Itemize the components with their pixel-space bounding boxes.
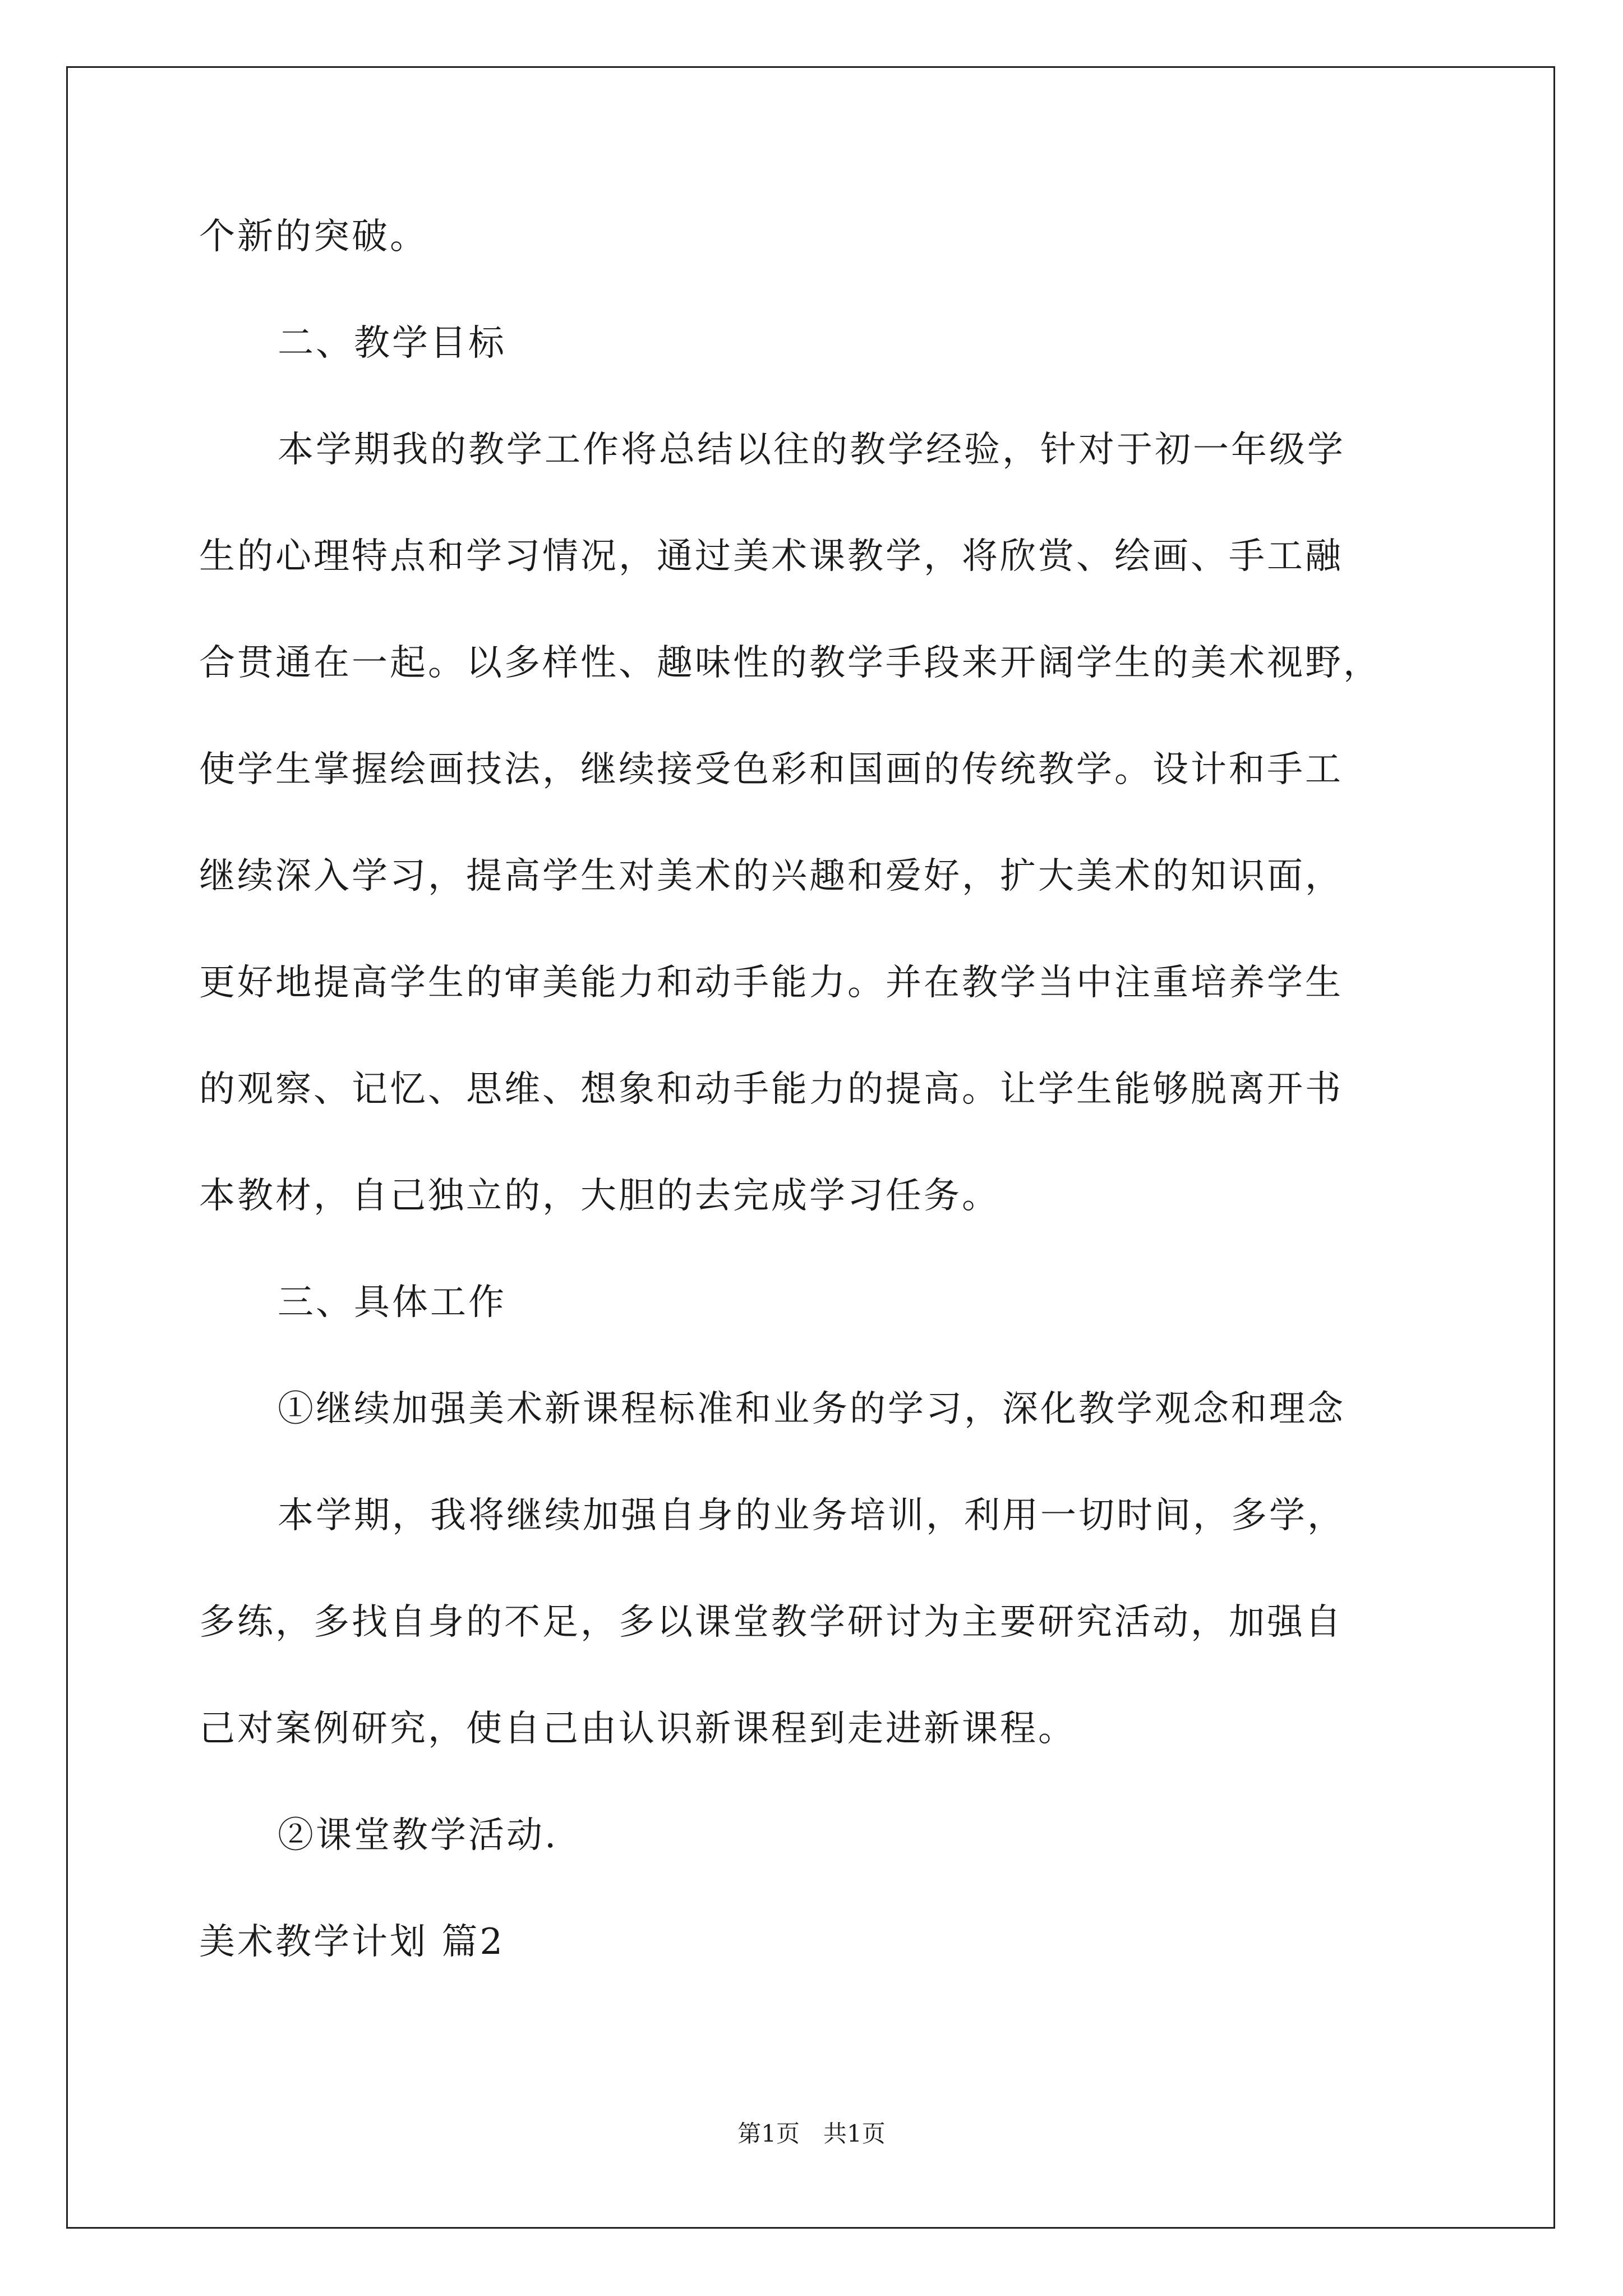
- page-footer: 第1页 共1页: [737, 2120, 886, 2147]
- paragraph-line: 生的心理特点和学习情况，通过美术课教学，将欣赏、绘画、手工融: [199, 536, 1343, 577]
- paragraph-line: ②课堂教学活动.: [278, 1815, 559, 1856]
- page-border: [66, 66, 1555, 2229]
- paragraph-line: 本教材，自己独立的，大胆的去完成学习任务。: [199, 1175, 1000, 1217]
- paragraph-line: 多练，多找自身的不足，多以课堂教学研讨为主要研究活动，加强自: [199, 1602, 1343, 1643]
- section-heading: 二、教学目标: [278, 323, 506, 364]
- paragraph-line: 己对案例研究，使自己由认识新课程到走进新课程。: [199, 1708, 1076, 1750]
- paragraph-line: 使学生掌握绘画技法，继续接受色彩和国画的传统教学。设计和手工: [199, 749, 1343, 790]
- paragraph-line: 本学期我的教学工作将总结以往的教学经验，针对于初一年级学: [278, 429, 1345, 471]
- next-section-title: 美术教学计划 篇2: [199, 1921, 505, 1963]
- paragraph-line: 合贯通在一起。以多样性、趣味性的教学手段来开阔学生的美术视野，: [199, 642, 1381, 684]
- section-heading: 三、具体工作: [278, 1282, 506, 1323]
- paragraph-line: ①继续加强美术新课程标准和业务的学习，深化教学观念和理念: [278, 1388, 1345, 1430]
- paragraph-line: 继续深入学习，提高学生对美术的兴趣和爱好，扩大美术的知识面，: [199, 855, 1343, 897]
- paragraph-line: 的观察、记忆、思维、想象和动手能力的提高。让学生能够脱离开书: [199, 1069, 1343, 1110]
- paragraph-line: 更好地提高学生的审美能力和动手能力。并在教学当中注重培养学生: [199, 962, 1343, 1004]
- paragraph-line: 个新的突破。: [199, 216, 428, 257]
- paragraph-line: 本学期，我将继续加强自身的业务培训，利用一切时间，多学，: [278, 1495, 1345, 1536]
